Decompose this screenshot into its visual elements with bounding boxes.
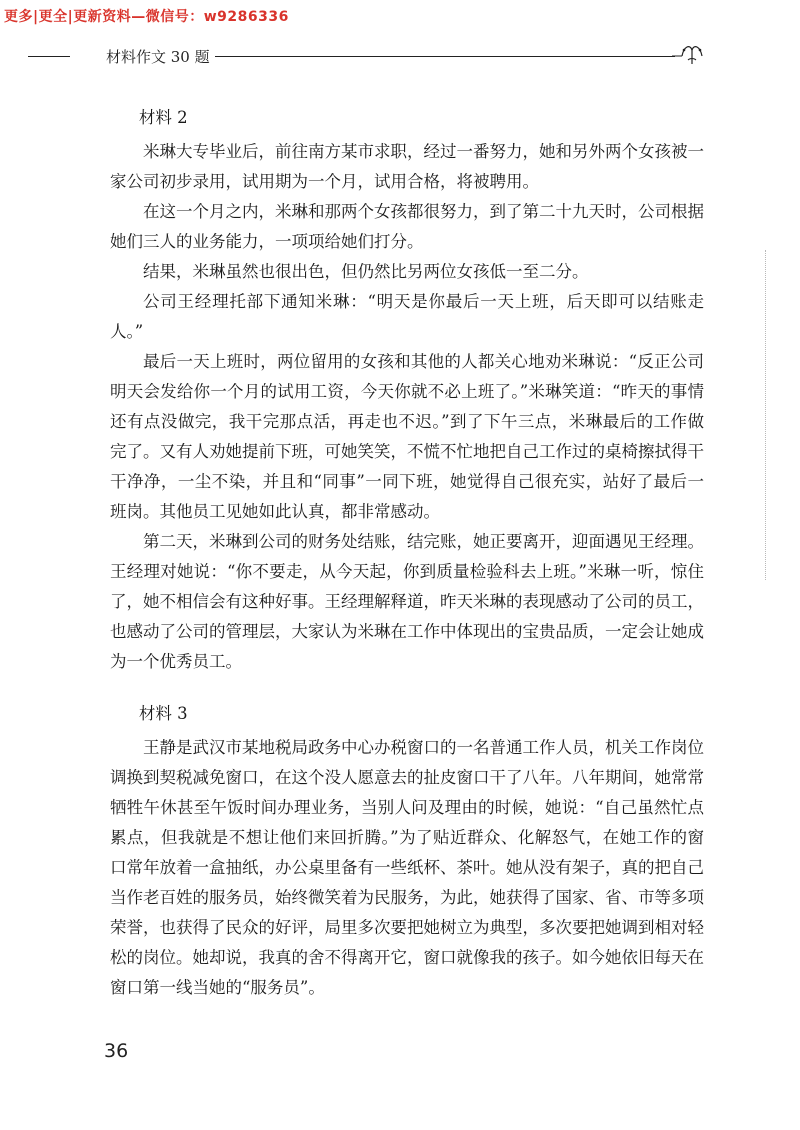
header-ornament-icon [672,40,712,66]
header-rule-left [28,56,70,57]
paragraph: 王静是武汉市某地税局政务中心办税窗口的一名普通工作人员，机关工作岗位调换到契税减免窗口，在这个没人愿意去的扯皮窗口干了八年。八年期间，她常常牺牲午休甚至午饭时间办理业务，当别人问及理由的时候，她说：“自己虽然忙点累点，但我就是不想让他们来回折腾。”为了贴近群众、化解怒气，在她工作的窗口常年放着一盒抽纸，办公桌里备有一些纸杯、茶叶。她从没有架子，真的把自己当作老百姓的服务员，始终微笑着为民服务，为此，她获得了国家、省、市等多项荣誉，也获得了民众的好评，局里多次要把她树立为典型，多次要把她调到相对轻松的岗位。她却说，我真的舍不得离开它，窗口就像我的孩子。如今她依旧每天在窗口第一线当她的“服务员”。 [110,738,704,997]
material-3-heading: 材料 3 [138,704,188,723]
page-number: 36 [104,1040,129,1062]
material-2-heading: 材料 2 [138,108,188,127]
page-body [110,103,704,1003]
paragraph: 最后一天上班时，两位留用的女孩和其他的人都关心地劝米琳说：“反正公司明天会发给你一个月的试用工资，今天你就不必上班了。”米琳笑道：“昨天的事情还有点没做完，我干完那点活，再走也不迟。”到了下午三点，米琳最后的工作做完了。又有人劝她提前下班，可她笑笑，不慌不忙地把自己工作过的桌椅擦拭得干干净净，一尘不染，并且和“同事”一同下班，她觉得自己很充实，站好了最后一班岗。其他员工见她如此认真，都非常感动。 [110,352,704,521]
paragraph: 第二天，米琳到公司的财务处结账，结完账，她正要离开，迎面遇见王经理。王经理对她说：“你不要走，从今天起，你到质量检验科去上班。”米琳一听，惊住了，她不相信会有这种好事。王经理解释道，昨天米琳的表现感动了公司的员工，也感动了公司的管理层，大家认为米琳在工作中体现出的宝贵品质，一定会让她成为一个优秀员工。 [110,532,704,671]
paragraph: 米琳大专毕业后，前往南方某市求职，经过一番努力，她和另外两个女孩被一家公司初步录用，试用期为一个月，试用合格，将被聘用。 [110,142,704,191]
watermark-text: 更多|更全|更新资料—微信号：w9286336 [4,9,289,25]
paragraph: 在这一个月之内，米琳和那两个女孩都很努力，到了第二十九天时，公司根据她们三人的业务能力，一项项给她们打分。 [110,202,704,251]
margin-rule [765,250,766,580]
paragraph: 结果，米琳虽然也很出色，但仍然比另两位女孩低一至二分。 [143,262,589,281]
running-header-title: 材料作文 30 题 [106,48,210,66]
header-rule [215,56,675,57]
paragraph: 公司王经理托部下通知米琳：“明天是你最后一天上班，后天即可以结账走人。” [110,292,704,341]
